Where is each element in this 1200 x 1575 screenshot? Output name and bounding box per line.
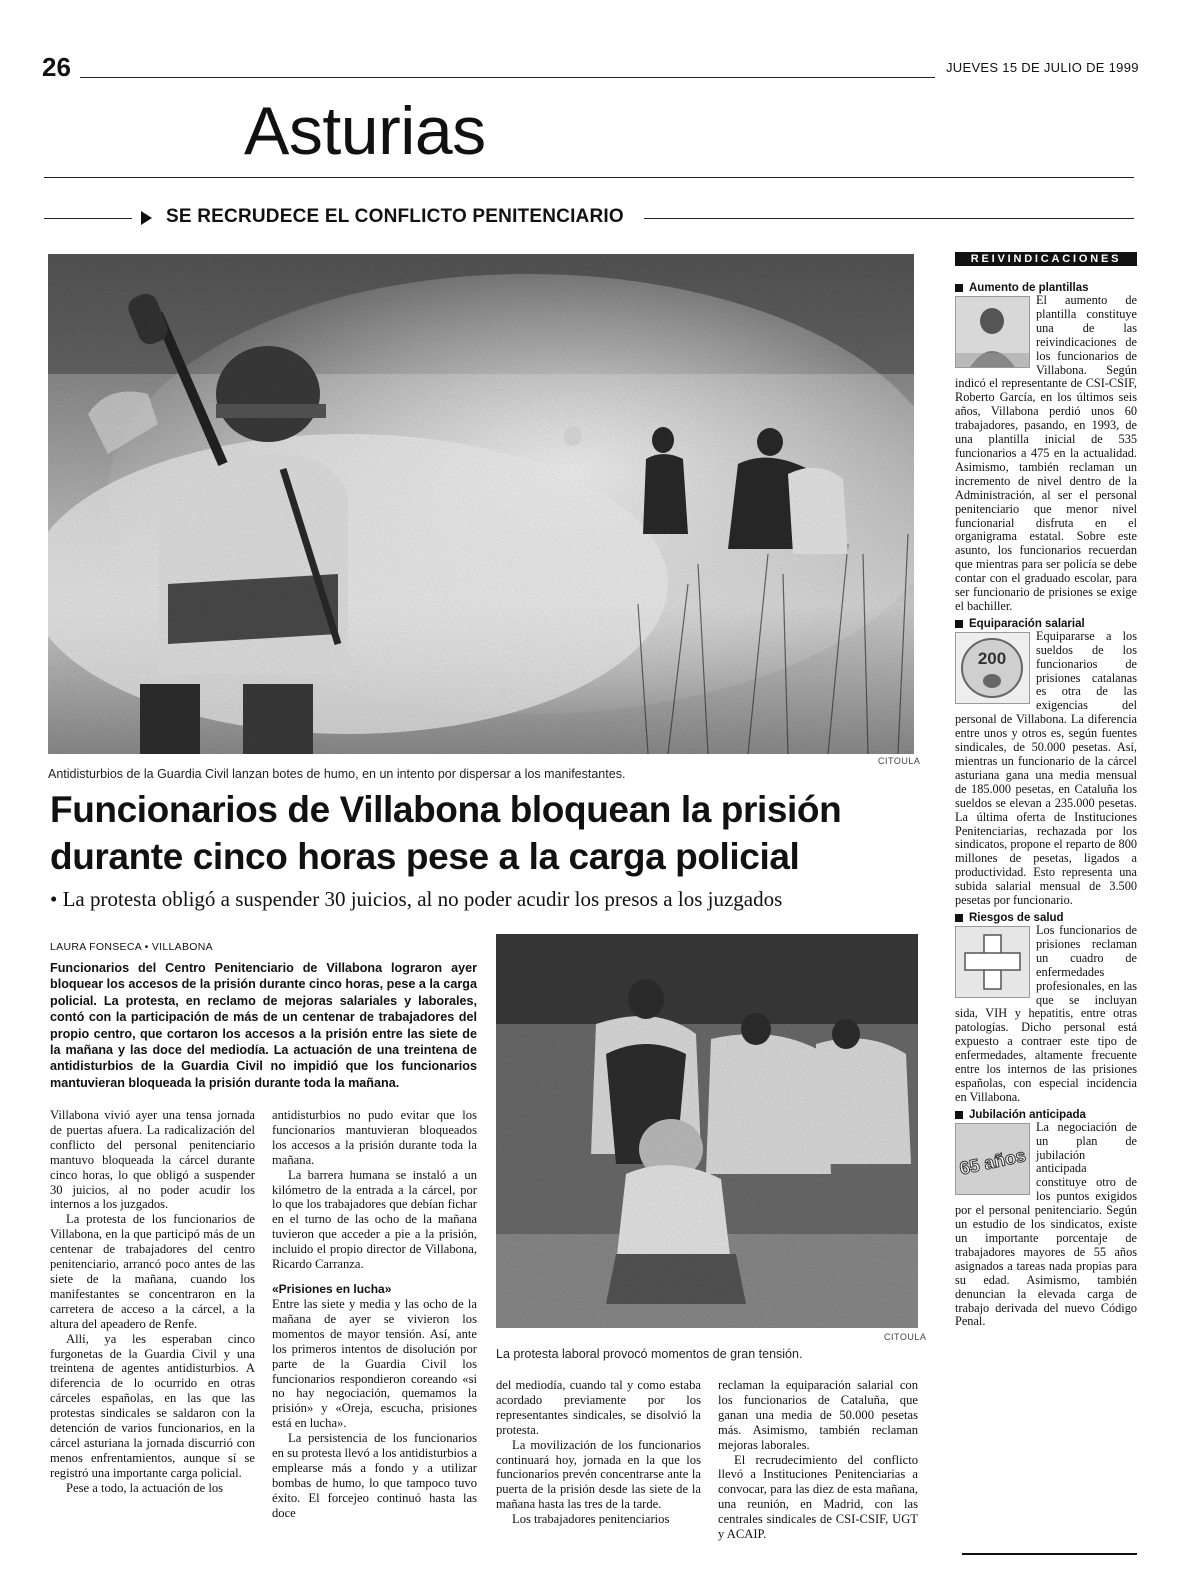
intertitle: «Prisiones en lucha»: [272, 1281, 392, 1296]
sidebar-item-text: [955, 294, 1137, 614]
main-photo-caption: Antidisturbios de la Guardia Civil lanzan botes de humo, en un intento por dispersar a los manifestantes.: [48, 767, 626, 781]
paragraph: Villabona vivió ayer una tensa jornada de puertas afuera. La radicalización del conflicto del personal penitenciario mantuvo bloqueada la cárcel durante cinco horas, lo que obligó a suspender 30 juicios, al no poder acudir los internos a los juzgados.: [50, 1108, 255, 1212]
issue-date: JUEVES 15 DE JULIO DE 1999: [946, 60, 1139, 75]
sidebar-heading-text: Equiparación salarial: [969, 617, 1085, 630]
sidebar-bottom-rule: [962, 1553, 1137, 1555]
square-bullet-icon: [955, 914, 963, 922]
paragraph: del mediodía, cuando tal y como estaba acordado previamente por los representantes sindicales, se disolvió la protesta.: [496, 1378, 701, 1437]
paragraph: Allí, ya les esperaban cinco furgonetas de la Guardia Civil y una treintena de agentes antidisturbios. A diferencia de lo ocurrido en otras cárceles españolas, en las que las protestas sindicales se saldaron con la detención de varios funcionarios, en la cárcel asturiana la jornada discurrió con menos enfrentamientos, aunque sí se registró una importante carga policial.: [50, 1331, 255, 1480]
header-rule: [80, 77, 935, 78]
sidebar-text: Equipararse a los sueldos de los funcionarios de prisiones catalanas es otra de las exigencias del personal de Villabona. La diferencia entre unos y otros es, según fuentes sindicales, de 50.000 pesetas. Así, mientras un funcionario de la cárcel asturiana gana una media mensual de 185.000 pesetas, en Cataluña los sueldos se elevan a 235.000 pesetas. La última oferta de Instituciones Penitenciarias, rechazada por los sindicatos, propone el reparto de 800 millones de pesetas, ligados a productividad. Esto representa una subida salarial mensual de 3.500 pesetas por funcionario.: [955, 628, 1137, 908]
subheadline-text: La protesta obligó a suspender 30 juicios, al no poder acudir los presos a los juzgados: [62, 887, 783, 911]
paragraph: La barrera humana se instaló a un kilómetro de la entrada a la cárcel, por lo que los trabajadores que debían fichar en el turno de las ocho de la mañana tuvieron que acceder a pie a la prisión, incluido el propio director de Villabona, Ricardo Carranza.: [272, 1167, 477, 1272]
paragraph: La persistencia de los funcionarios en su protesta llevó a los antidisturbios a emplearse más a fondo y a utilizar bombas de humo, lo que tampoco tuvo éxito. El forcejeo continuó hasta las doce: [272, 1431, 477, 1520]
body-column-1: [50, 1108, 255, 1496]
byline: LAURA FONSECA • VILLABONA: [50, 941, 213, 953]
paragraph: antidisturbios no pudo evitar que los funcionarios mantuvieran bloqueados los accesos a la prisión durante toda la mañana.: [272, 1108, 477, 1167]
paragraph: La protesta de los funcionarios de Villabona, en la que participó más de un centenar de trabajadores del centro penitenciario, arrancó poco antes de las siete de la mañana, cuando los manifestantes se concentraron en la carretera de acceso a la cárcel, a la altura del apeadero de Renfe.: [50, 1212, 255, 1331]
topic-bar: [44, 205, 1134, 233]
page-number: 26: [42, 52, 71, 82]
paragraph: La movilización de los funcionarios continuará hoy, jornada en la que los funcionarios prevén concentrarse ante la puerta de la prisión desde las siete de la mañana hasta las tres de la tarde.: [496, 1437, 701, 1512]
headline: Funcionarios de Villabona bloquean la prisión durante cinco horas pese a la carga policial: [50, 789, 842, 877]
sidebar-reivindicaciones: [955, 252, 1137, 1329]
paragraph: Entre las siete y media y las ocho de la mañana de ayer se vivieron los momentos de mayor tensión. Así, ante los primeros intentos de disolución por parte de la Guardia Civil los funcionarios respondieron coreando «si no hay negociación, quemamos la prisión» y «Oreja, escucha, prisiones está en lucha».: [272, 1296, 477, 1431]
second-photo-caption: La protesta laboral provocó momentos de gran tensión.: [496, 1347, 803, 1361]
medical-cross-icon: [955, 926, 1030, 998]
section-title: Asturias: [244, 93, 486, 169]
sidebar-item-text: [955, 630, 1137, 908]
square-bullet-icon: [955, 284, 963, 292]
topic-rule-right: [644, 218, 1134, 219]
sidebar-heading-text: Aumento de plantillas: [969, 282, 1089, 294]
body-column-4: [718, 1378, 918, 1542]
paragraph: Los trabajadores penitenciarios: [512, 1512, 670, 1527]
arrow-right-icon: [141, 211, 152, 225]
sidebar-heading-text: Jubilación anticipada: [969, 1108, 1086, 1121]
square-bullet-icon: [955, 1111, 963, 1119]
topic-label: SE RECRUDECE EL CONFLICTO PENITENCIARIO: [166, 206, 624, 227]
worker-portrait-icon: [955, 296, 1030, 368]
paragraph: reclaman la equiparación salarial con los funcionarios de Cataluña, que ganan una media de 50.000 pesetas más. Asimismo, también reclaman mejoras laborales.: [718, 1378, 918, 1452]
sidebar-heading-text: Riesgos de salud: [969, 911, 1064, 924]
lead-paragraph: Funcionarios del Centro Penitenciario de Villabona lograron ayer bloquear los accesos de la prisión durante cinco horas, pese a la carga policial. La protesta, en reclamo de mejoras salariales y laborales, contó con la participación de más de un centenar de trabajadores del propio centro, que cortaron los accesos a la prisión entre las siete de la mañana y las doce del mediodía. La actuación de una treintena de antidisturbios de la Guardia Civil no impidió que los funcionarios mantuvieran bloqueada la prisión durante toda la mañana.: [50, 961, 477, 1090]
body-column-2: [272, 1108, 477, 1521]
paragraph: El recrudecimiento del conflicto llevó a Instituciones Penitenciarias a convocar, para las diez de esta mañana, una reunión, en Madrid, con las centrales sindicales de CSI-CSIF, UGT y ACAIP.: [718, 1452, 918, 1542]
second-photo-illustration: [496, 934, 918, 1328]
body-column-3: [496, 1378, 701, 1527]
sidebar-text: Los funcionarios de prisiones reclaman un cuadro de enfermedades profesionales, en las que se incluyan sida, VIH y hepatitis, entre otras patologías. Dicho personal está expuesto a contraer este tipo de enfermedades, altamente frecuente entre los internos de las prisiones españolas, con especial incidencia en Villabona.: [955, 922, 1137, 1104]
main-photo-illustration: [48, 254, 914, 754]
sidebar-item-text: [955, 924, 1137, 1105]
subheadline: • La protesta obligó a suspender 30 juicios, al no poder acudir los presos a los juzgados: [50, 887, 783, 911]
age-badge-label: 65 años: [957, 1144, 1028, 1179]
main-photo: [48, 254, 914, 754]
paragraph: Pese a todo, la actuación de los: [66, 1480, 224, 1495]
section-rule: [44, 177, 1134, 178]
coin-icon: [955, 632, 1030, 704]
sidebar-text: La negociación de un plan de jubilación anticipada constituye otro de los puntos exigidos por el personal penitenciario. Según un estudio de los sindicatos, existe un importante porcentaje de trabajadores mayores de 55 años asignados a tareas nada propias para su edad. Asimismo, también denuncian la elevada carga de trabajo derivada del nuevo Código Penal.: [955, 1119, 1137, 1329]
age-badge-icon: [955, 1123, 1030, 1195]
coin-label: 200: [977, 648, 1007, 668]
sidebar-text: El aumento de plantilla constituye una de las reivindicaciones de los funcionarios de Villabona. Según indicó el representante de CSI-CSIF, Roberto García, en los últimos seis años, Villabona perdió unos 60 trabajadores, pasando, en 1993, de una plantilla inicial de 535 funcionarios a 475 en la actualidad. Asimismo, también reclaman un incremento de nivel dentro de la Administración, al ser el personal penitenciario que menor nivel funcionarial disfruta en el organigrama estatal. Sobre este asunto, los funcionarios recuerdan que mientras para ser policía se debe contar con el graduado escolar, para ser funcionario de prisiones se exige el bachiller.: [955, 293, 1137, 613]
main-photo-credit: CITOULA: [878, 756, 921, 766]
sidebar-item-text: [955, 1121, 1137, 1330]
second-photo: [496, 934, 918, 1328]
topic-rule-left: [44, 218, 132, 219]
second-photo-credit: CITOULA: [884, 1332, 927, 1342]
square-bullet-icon: [955, 620, 963, 628]
sidebar-title: REIVINDICACIONES: [955, 252, 1137, 266]
